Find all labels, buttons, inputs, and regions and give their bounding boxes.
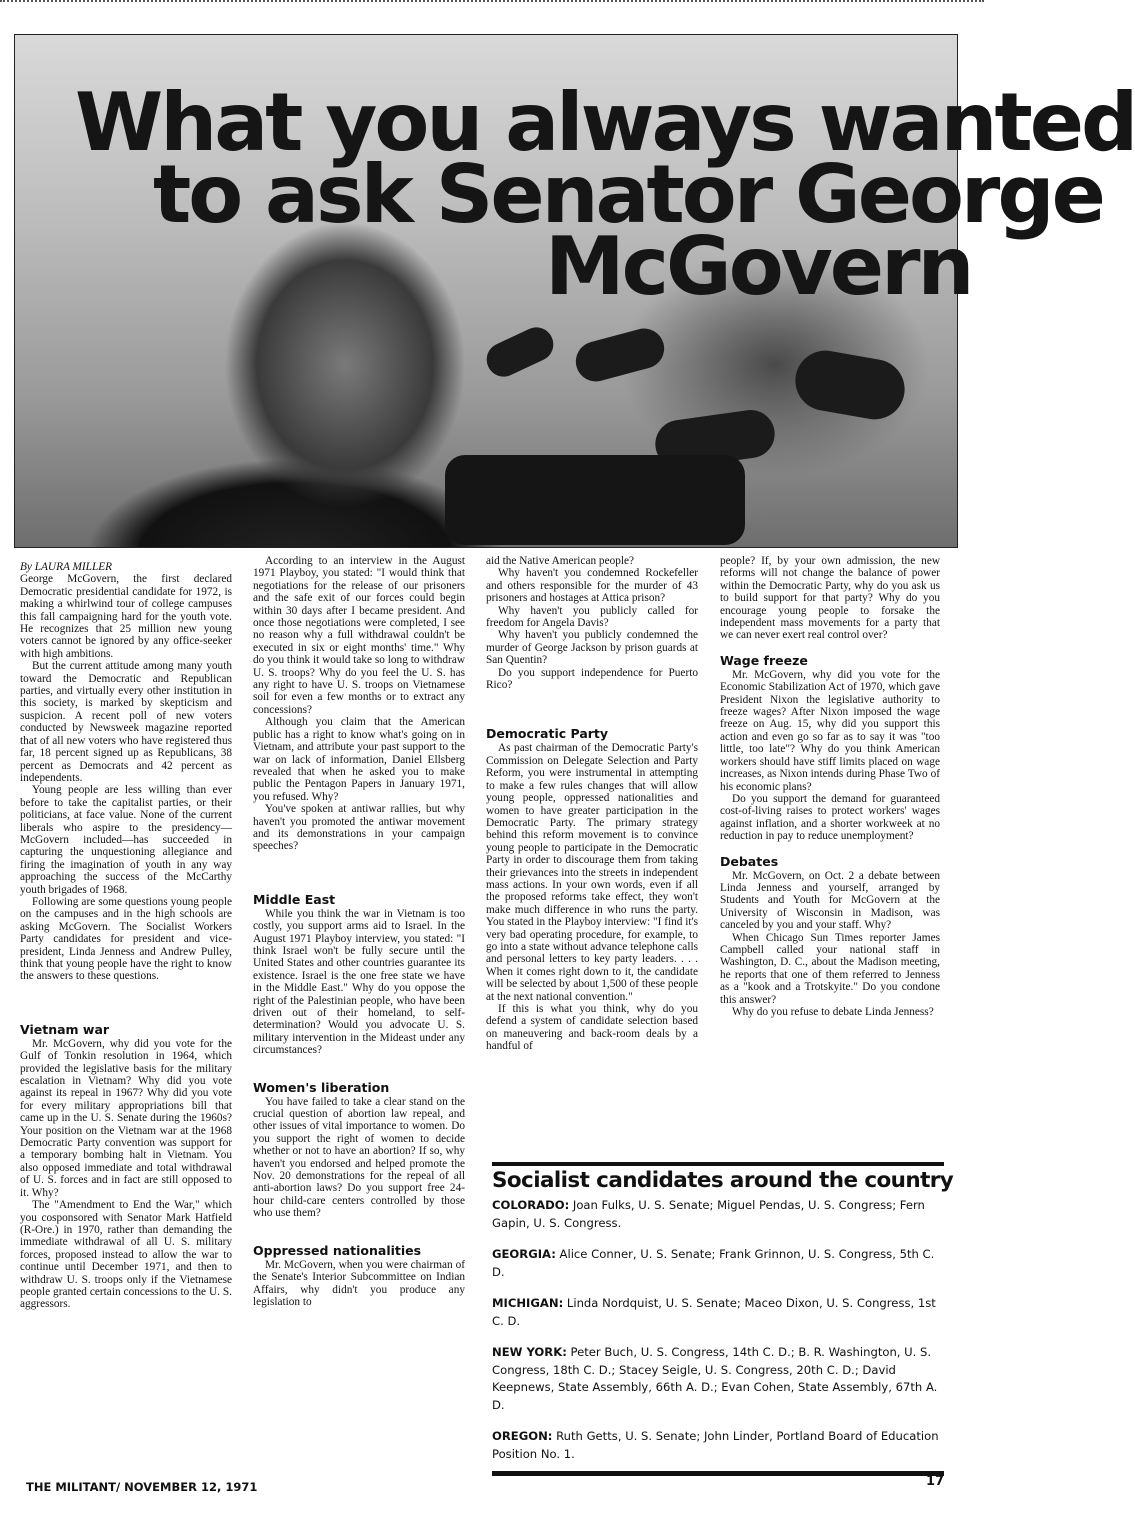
section-heading-democratic-party: Democratic Party — [486, 726, 609, 742]
page-number: 17 — [926, 1474, 945, 1489]
candidate-entry — [492, 1428, 944, 1463]
paragraph: Following are some questions young people on the campuses and in the high schools are asking McGovern. The Socialist Workers Party candidates for president and vice-president, Linda Jenness and Andrew Pulley, think that young people have the right to know the answers to these questions. — [20, 895, 232, 983]
article-column-1 — [20, 561, 232, 1311]
paragraph: As past chairman of the Democratic Party's Commission on Delegate Selection and Party Reform, you were instrumental in attempting to make a few rules changes that will allow young people, oppressed nationalities and women to have greater participation in the Democratic Party. The primary strategy behind this reform movement is to convince young people to participate in the Democratic Party in order to discourage them from taking their grievances into the streets in independent mass actions. In your own words, even if all the proposed reforms take effect, they won't make much difference in who runs the party. You stated in the Playboy interview: "I find it's very bad operating procedure, for example, to go into a state without advance telephone calls and personal letters to key party leaders. . . . When it comes right down to it, the candidate will be selected by about 1,500 of these people at the next national convention." — [486, 742, 698, 1003]
candidate-entry — [492, 1197, 944, 1232]
paragraph: Mr. McGovern, why did you vote for the Economic Stabilization Act of 1970, which gave President Nixon the legislative authority to freeze wages? After Nixon imposed the wage freeze on Aug. 15, why did you support this action and even go so far as to say it was "too little, too late"? Why do you think American workers should have stiff limits placed on wage increases, as Nixon intends during Phase Two of his economic plans? — [720, 668, 940, 793]
section-heading-womens-liberation: Women's liberation — [253, 1079, 390, 1095]
mcgovern-photo — [14, 34, 1135, 548]
box-bottom-rule — [492, 1471, 944, 1476]
paragraph: Why haven't you publicly condemned the murder of George Jackson by prison guards at San Quentin? — [486, 629, 698, 667]
microphone-shape — [791, 346, 910, 424]
headline-line-2: to ask Senator George — [153, 148, 1103, 241]
state-label: NEW YORK: — [492, 1345, 567, 1359]
candidate-text: Alice Conner, U. S. Senate; Frank Grinnon, U. S. Congress, 5th C. D. — [492, 1247, 935, 1279]
paragraph: Mr. McGovern, when you were chairman of the Senate's Interior Subcommittee on Indian Affairs, why didn't you produce any legislation to — [253, 1258, 465, 1308]
microphone-shape — [481, 322, 559, 382]
top-dotted-rule — [0, 0, 984, 5]
candidate-text: Ruth Getts, U. S. Senate; John Linder, Portland Board of Education Position No. 1. — [492, 1429, 939, 1461]
candidate-entry — [492, 1344, 944, 1414]
paragraph: Mr. McGovern, on Oct. 2 a debate between Linda Jenness and yourself, arranged by Students and Youth for McGovern at the University of Wisconsin in Madison, was canceled by you and your staff. Why? — [720, 869, 940, 932]
article-column-4 — [720, 555, 940, 1018]
paragraph: While you think the war in Vietnam is too costly, you support arms aid to Israel. In the August 1971 Playboy interview, you stated: "I think Israel won't be fully secure until the United States and other countries guarantee its existence. Israel is the one free state we have in the Middle East." Why do you oppose the right of the Palestinian people, who have been driven out of their homeland, to self-determination? Would you advocate U. S. military intervention in the Mideast under any circumstances? — [253, 907, 465, 1057]
paragraph: You've spoken at antiwar rallies, but why haven't you promoted the antiwar movement and its demonstrations in your campaign speeches? — [253, 803, 465, 853]
paragraph: Why haven't you publicly called for freedom for Angela Davis? — [486, 604, 698, 630]
paragraph: But the current attitude among many youth toward the Democratic and Republican parties, and virtually every other institution in this society, is marked by skepticism and suspicion. A recent poll of new voters conducted by Newsweek magazine reported that of all new voters who have registered thus far, 18 percent signed up as Republicans, 38 percent as Democrats and 42 percent as independents. — [20, 660, 232, 784]
section-heading-oppressed-nationalities: Oppressed nationalities — [253, 1242, 422, 1258]
socialist-candidates-box — [492, 1162, 954, 1476]
paragraph: George McGovern, the first declared Democratic presidential candidate for 1972, is making a whirlwind tour of college campuses this fall campaigning hard for the youth vote. He recognizes that 25 million new young voters cannot be ignored by any office-seeker with high ambitions. — [20, 573, 232, 660]
paragraph: If this is what you think, why do you defend a system of candidate selection based on maneuvering and back-room deals by a handful of — [486, 1003, 698, 1053]
headline-line-1: What you always wanted — [75, 76, 1135, 169]
paragraph: Do you support the demand for guaranteed cost-of-living raises to protect workers' wages against inflation, and a shorter workweek at no reduction in pay to reduce unemployment? — [720, 792, 940, 843]
state-label: MICHIGAN: — [492, 1296, 564, 1310]
state-label: OREGON: — [492, 1429, 553, 1443]
paragraph: Why do you refuse to debate Linda Jenness? — [732, 1006, 934, 1018]
paragraph: Do you support independence for Puerto Rico? — [486, 666, 698, 692]
paragraph: When Chicago Sun Times reporter James Campbell called your national staff in Washington, D. C., about the Madison meeting, he reports that one of them referred to Jenness as a "kook and a Trotskyite." Do you condone this answer? — [720, 931, 940, 1006]
paragraph: Mr. McGovern, why did you vote for the Gulf of Tonkin resolution in 1964, which provided the legislative basis for the military escalation in Vietnam? Why did you vote against its repeal in 1967? Why did you vote for every military appropriations bill that came up in the U. S. Senate during the 1960s? Your position on the Vietnam war at the 1968 Democratic Party convention was support for a temporary bombing halt in Vietnam. You also opposed immediate and total withdrawal of U. S. forces and in fact are still opposed to it. Why? — [20, 1037, 232, 1199]
section-heading-vietnam: Vietnam war — [20, 1021, 110, 1037]
section-heading-wage-freeze: Wage freeze — [720, 652, 808, 668]
headline-line-3: McGovern — [545, 220, 972, 313]
candidate-entry — [492, 1295, 944, 1330]
candidate-text: Linda Nordquist, U. S. Senate; Maceo Dixon, U. S. Congress, 1st C. D. — [492, 1296, 936, 1328]
paragraph: The "Amendment to End the War," which you cosponsored with Senator Mark Hatfield (R-Ore.) in 1970, rather than demanding the immediate withdrawal of all U. S. military forces, proposed instead to allow the war to continue until December 1971, and then to withdraw U. S. troops only if the Vietnamese people granted certain concessions to the U. S. aggressors. — [20, 1199, 232, 1311]
microphone-shape — [571, 324, 668, 386]
microphone-stand-shape — [445, 455, 745, 545]
candidate-entry — [492, 1246, 944, 1281]
paragraph: Although you claim that the American public has a right to know what's going on in Vietnam, and attribute your past support to the war on lack of information, Daniel Ellsberg revealed that when he asked you to make public the Pentagon Papers in January 1971, you refused. Why? — [253, 716, 465, 803]
publication-footer: THE MILITANT/ NOVEMBER 12, 1971 — [26, 1480, 258, 1494]
section-heading-debates: Debates — [720, 853, 779, 869]
section-heading-middle-east: Middle East — [253, 891, 336, 907]
state-label: GEORGIA: — [492, 1247, 556, 1261]
candidates-title: Socialist candidates around the country — [492, 1162, 944, 1193]
candidate-text: Peter Buch, U. S. Congress, 14th C. D.; B. R. Washington, U. S. Congress, 18th C. D.; Stacey Seigle, U. S. Congress, 20th C. D.; David Keepnews, State Assembly, 66th A. D.; Evan Cohen, State Assembly, 67th A. D. — [492, 1345, 938, 1412]
article-column-2 — [253, 555, 465, 1308]
paragraph: According to an interview in the August 1971 Playboy, you stated: "I would think that negotiations for the release of our prisoners and the safe exit of our forces could begin within 30 days after I became president. And once those negotiations were completed, I see no reason why a full withdrawal couldn't be executed in six or eight months' time." Why do you think it would take so long to withdraw U. S. troops? Why do you feel the U. S. has any right to have U. S. troops on Vietnamese soil for even a few months or to extract any concessions? — [253, 555, 465, 716]
paragraph: people? If, by your own admission, the new reforms will not change the balance of power within the Democratic Party, why do you ask us to build support for that party? Why do you encourage young people to forsake the independent mass movements for a party that we can never exert real control over? — [720, 555, 940, 642]
paragraph: Why haven't you condemned Rockefeller and others responsible for the murder of 43 prisoners and hostages at Attica prison? — [486, 567, 698, 605]
state-label: COLORADO: — [492, 1198, 570, 1212]
article-column-3 — [486, 555, 698, 1053]
paragraph: Young people are less willing than ever before to take the capitalist parties, or their politicians, at face value. None of the current liberals who aspire to the presidency—McGovern included—has succeeded in capturing the unquestioning allegiance and firing the imagination of youth in any way approaching the success of the McCarthy youth brigades of 1968. — [20, 784, 232, 896]
paragraph: You have failed to take a clear stand on the crucial question of abortion law repeal, and other issues of vital importance to women. Do you support the right of women to decide whether or not to have an abortion? If so, why haven't you endorsed and helped promote the Nov. 20 demonstrations for the repeal of all anti-abortion laws? Do you support free 24-hour child-care centers controlled by those who use them? — [253, 1095, 465, 1220]
byline: By LAURA MILLER — [20, 561, 113, 573]
paragraph: aid the Native American people? — [486, 555, 635, 567]
candidate-text: Joan Fulks, U. S. Senate; Miguel Pendas, U. S. Congress; Fern Gapin, U. S. Congress. — [492, 1198, 925, 1230]
